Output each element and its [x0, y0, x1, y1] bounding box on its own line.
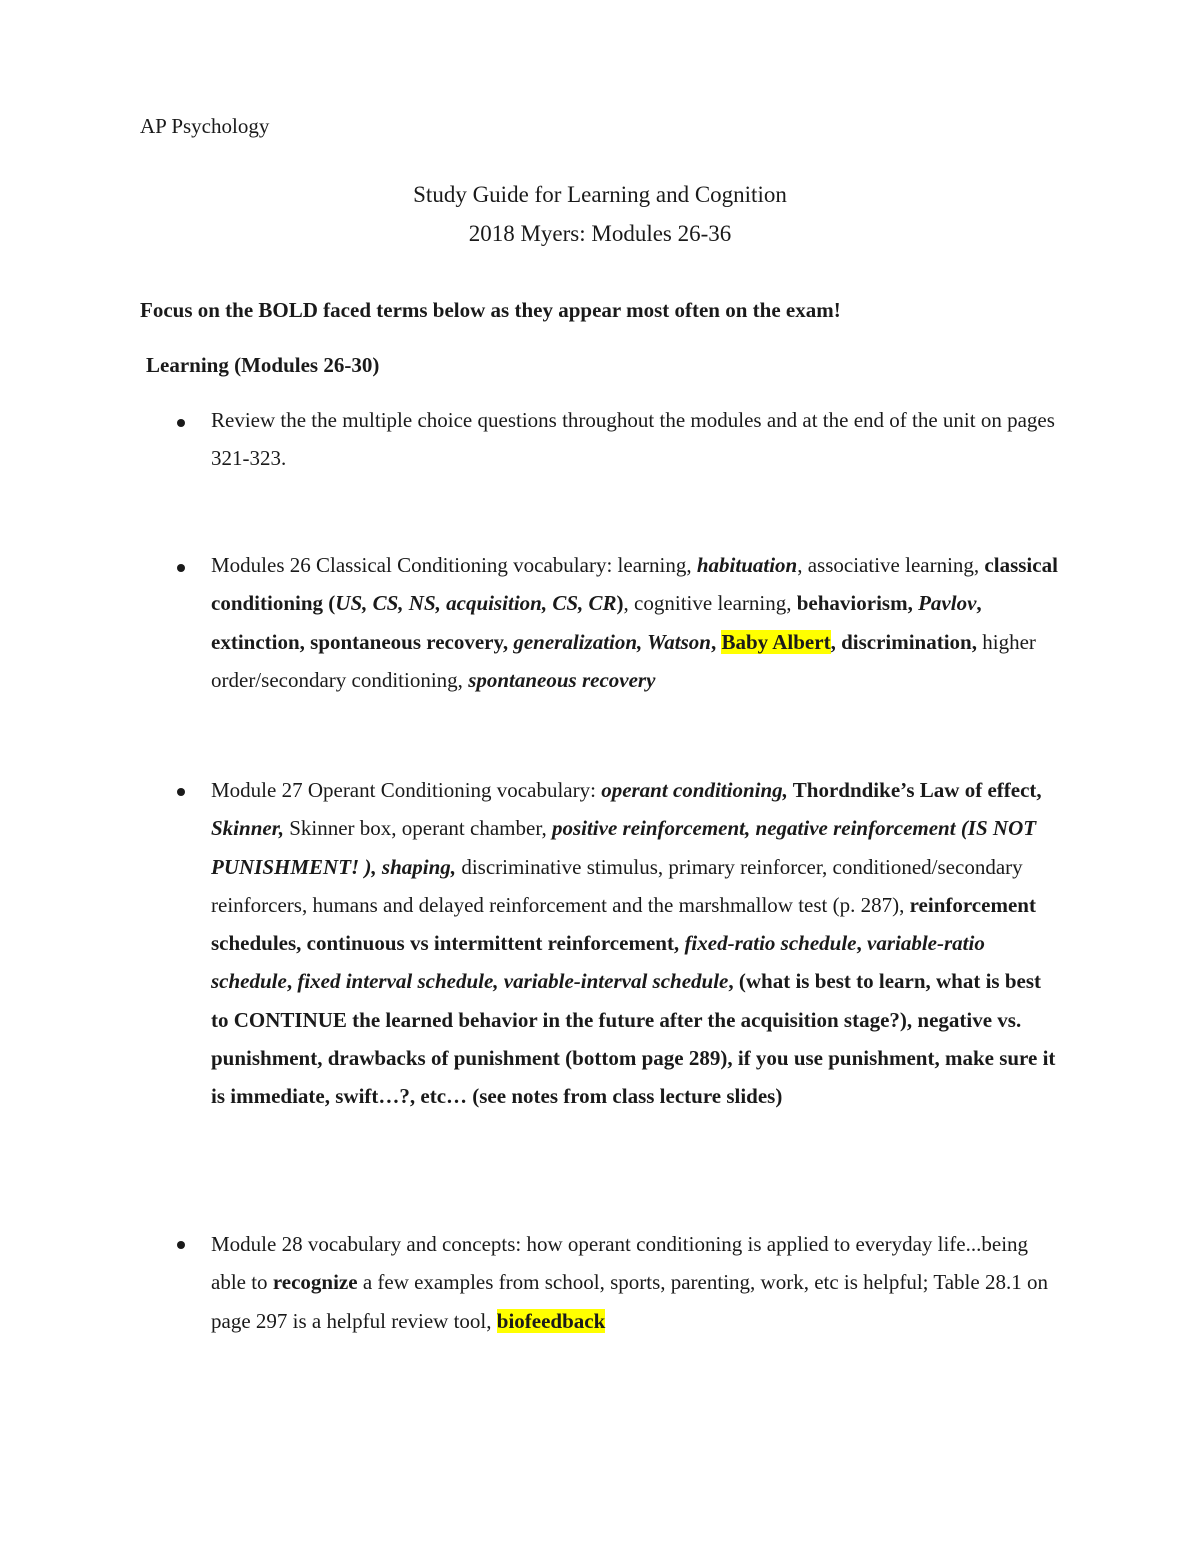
bullet-text-segment: Thordndike’s Law of effect,	[787, 778, 1042, 802]
bullet-text-segment: ,	[286, 969, 298, 994]
bullet-text-segment: Pavlov	[918, 591, 977, 616]
bullet-text-segment: ,	[710, 629, 722, 654]
bullet-text-segment: generalization, Watson	[513, 629, 711, 654]
bullet-text-segment: , discrimination,	[830, 629, 977, 654]
bullet-dot-icon	[177, 564, 185, 572]
bullet-text-segment: recognize	[272, 1270, 358, 1295]
bullet-text-segment: , cognitive learning,	[623, 591, 797, 616]
bullet-text-segment: discriminative stimulus, primary reinforcer, conditioned/secondary reinforcers, humans and delayed reinforcement and the marshmallow test (p. 287),	[211, 854, 1023, 917]
bullet-item	[211, 1225, 1061, 1340]
bullet-item	[211, 401, 1061, 478]
bullet-item	[211, 546, 1061, 699]
bullet-text-segment: Modules 26 Classical Conditioning vocabulary: learning,	[211, 553, 697, 577]
section-heading: Learning (Modules 26-30)	[146, 353, 380, 377]
bullet-text-segment: fixed-ratio schedule	[684, 931, 857, 956]
bullet-text-segment: Baby Albert	[721, 629, 831, 654]
bullet-text-segment: biofeedback	[496, 1308, 606, 1333]
bullet-text-segment: variable-ratio schedule	[211, 931, 985, 994]
document-title: Study Guide for Learning and Cognition	[413, 182, 787, 207]
bullet-text-segment: operant conditioning,	[601, 778, 788, 802]
bullet-text-segment: ,	[856, 931, 867, 956]
bullet-text-segment: reinforcement schedules, continuous vs intermittent reinforcement,	[211, 892, 1036, 956]
bullet-text-segment: classical conditioning (	[211, 553, 1058, 616]
bullet-text-segment: Module 27 Operant Conditioning vocabulary:	[211, 778, 602, 802]
bullet-text-segment: )	[616, 591, 624, 616]
bullet-item	[211, 771, 1061, 1116]
bullet-text-segment: Module 28 vocabulary and concepts: how operant conditioning is applied to everyday life...being able to	[211, 1232, 1029, 1295]
bullet-text-segment: Review the the multiple choice questions throughout the modules and at the end of the unit on pages 321-323.	[211, 408, 1055, 471]
bullet-dot-icon	[177, 419, 185, 427]
bullet-text-segment: Skinner,	[211, 816, 284, 841]
bullet-text-segment: spontaneous recovery	[468, 667, 656, 692]
bullet-text-segment: fixed interval schedule, variable-interval schedule	[297, 969, 729, 994]
bullet-dot-icon	[177, 1241, 185, 1249]
bullet-text-segment: behaviorism,	[796, 591, 919, 616]
bullet-dot-icon	[177, 788, 185, 796]
course-name: AP Psychology	[140, 114, 270, 138]
bullet-text-segment: , extinction, spontaneous recovery,	[211, 591, 982, 654]
document-subtitle: 2018 Myers: Modules 26-36	[468, 221, 732, 246]
bullet-text-segment: habituation	[696, 553, 798, 577]
focus-note: Focus on the BOLD faced terms below as they appear most often on the exam!	[140, 298, 841, 322]
bullet-text-segment: higher order/secondary conditioning,	[211, 629, 1036, 692]
bullet-text-segment: Skinner box, operant chamber,	[283, 816, 552, 841]
bullet-text-segment: , (what is best to learn, what is best to CONTINUE the learned behavior in the future after the acquisition stage?), negative vs. punishment, drawbacks of punishment (bottom page 289), if you use punishment, make sure it is immediate, swift…?, etc… (see notes from class lecture slides)	[211, 969, 1056, 1109]
bullet-text-segment: positive reinforcement, negative reinforcement (IS NOT PUNISHMENT! ), shaping,	[211, 816, 1037, 879]
bullet-text-segment: , associative learning,	[797, 553, 985, 577]
bullet-text-segment: a few examples from school, sports, parenting, work, etc is helpful; Table 28.1 on page 297 is a helpful review tool,	[211, 1270, 1048, 1333]
bullet-text-segment: US, CS, NS, acquisition, CS, CR	[335, 591, 617, 616]
